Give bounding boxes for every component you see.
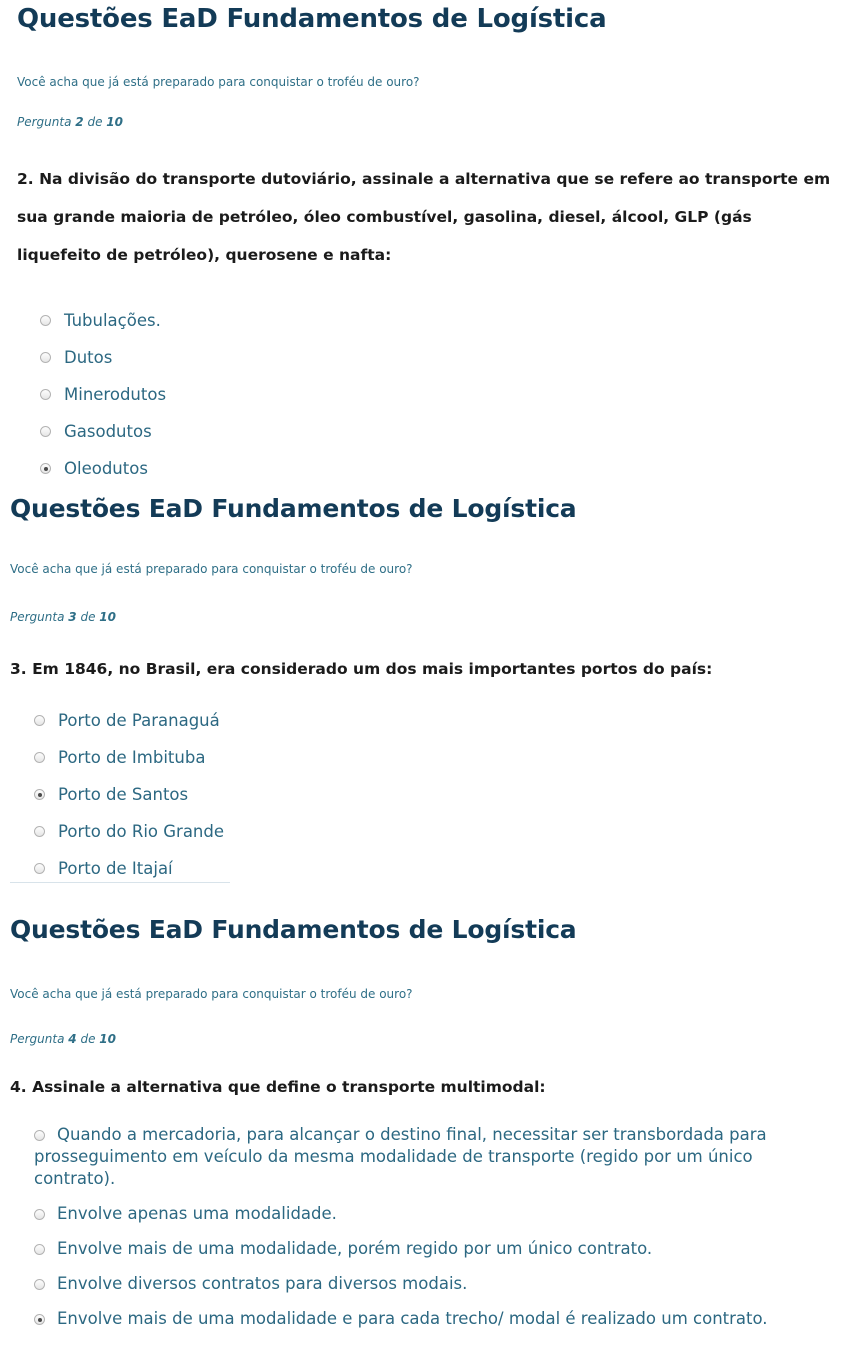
- answer-option[interactable]: [34, 776, 224, 813]
- radio-button[interactable]: [34, 1279, 45, 1290]
- answer-label[interactable]: Porto de Santos: [58, 785, 189, 804]
- counter-prefix: Pergunta: [10, 610, 65, 624]
- counter-mid: de: [80, 1032, 96, 1046]
- radio-button[interactable]: [34, 752, 45, 763]
- quiz-subtitle: Você acha que já está preparado para conquistar o troféu de ouro?: [10, 562, 413, 576]
- page-title: Questões EaD Fundamentos de Logística: [10, 494, 577, 523]
- answer-option[interactable]: [34, 1124, 834, 1190]
- counter-total: 10: [99, 1032, 116, 1046]
- answer-option[interactable]: [34, 813, 224, 850]
- page-title: Questões EaD Fundamentos de Logística: [17, 4, 607, 34]
- answer-option[interactable]: [34, 739, 224, 776]
- counter-current: 4: [68, 1032, 77, 1046]
- counter-current: 3: [68, 610, 77, 624]
- radio-button[interactable]: [34, 1244, 45, 1255]
- radio-button[interactable]: [34, 1209, 45, 1220]
- answer-options: [34, 702, 224, 887]
- question-counter: [10, 610, 116, 624]
- answer-label[interactable]: Porto do Rio Grande: [58, 822, 225, 841]
- radio-button[interactable]: [34, 863, 45, 874]
- answer-option[interactable]: [34, 1238, 834, 1260]
- answer-label[interactable]: Porto de Imbituba: [58, 748, 206, 767]
- radio-button[interactable]: [40, 352, 51, 363]
- answer-label[interactable]: Gasodutos: [64, 422, 152, 441]
- answer-label[interactable]: Tubulações.: [64, 311, 161, 330]
- question-text: 4. Assinale a alternativa que define o transporte multimodal:: [10, 1078, 546, 1096]
- radio-button[interactable]: [34, 1314, 45, 1325]
- counter-current: 2: [75, 115, 84, 129]
- radio-button[interactable]: [34, 826, 45, 837]
- answer-option[interactable]: [34, 702, 224, 739]
- quiz-subtitle: Você acha que já está preparado para conquistar o troféu de ouro?: [10, 987, 413, 1001]
- radio-button[interactable]: [34, 789, 45, 800]
- answer-option[interactable]: [40, 450, 166, 487]
- counter-prefix: Pergunta: [10, 1032, 65, 1046]
- answer-label[interactable]: Envolve mais de uma modalidade, porém regido por um único contrato.: [57, 1239, 653, 1258]
- question-text: 2. Na divisão do transporte dutoviário, assinale a alternativa que se refere ao transporte em sua grande maioria de petróleo, óleo combustível, gasolina, diesel, álcool, GLP (gás liquefeito de petróleo), querosene e nafta:: [17, 170, 831, 264]
- section-divider: [10, 882, 230, 883]
- answer-option[interactable]: [34, 1203, 834, 1225]
- radio-button[interactable]: [40, 315, 51, 326]
- answer-option[interactable]: [40, 302, 166, 339]
- answer-label[interactable]: Envolve apenas uma modalidade.: [57, 1204, 337, 1223]
- answer-option[interactable]: [34, 1273, 834, 1295]
- answer-label[interactable]: Oleodutos: [64, 459, 148, 478]
- radio-button[interactable]: [40, 463, 51, 474]
- answer-option[interactable]: [40, 339, 166, 376]
- answer-option[interactable]: [34, 1308, 834, 1330]
- answer-options: [34, 1124, 834, 1343]
- counter-total: 10: [106, 115, 123, 129]
- answer-label[interactable]: Envolve mais de uma modalidade e para cada trecho/ modal é realizado um contrato.: [57, 1309, 768, 1328]
- counter-total: 10: [99, 610, 116, 624]
- answer-option[interactable]: [40, 413, 166, 450]
- counter-mid: de: [87, 115, 103, 129]
- page-title: Questões EaD Fundamentos de Logística: [10, 915, 577, 944]
- answer-label[interactable]: Quando a mercadoria, para alcançar o destino final, necessitar ser transbordada para prosseguimento em veículo da mesma modalidade de transporte (regido por um único contrato).: [34, 1125, 767, 1188]
- radio-button[interactable]: [34, 715, 45, 726]
- answer-label[interactable]: Dutos: [64, 348, 113, 367]
- answer-option[interactable]: [40, 376, 166, 413]
- counter-mid: de: [80, 610, 96, 624]
- answer-options: [40, 302, 166, 487]
- answer-label[interactable]: Minerodutos: [64, 385, 167, 404]
- answer-label[interactable]: Porto de Itajaí: [58, 859, 173, 878]
- question-counter: [17, 115, 123, 129]
- question-counter: [10, 1032, 116, 1046]
- answer-label[interactable]: Porto de Paranaguá: [58, 711, 220, 730]
- radio-button[interactable]: [40, 426, 51, 437]
- question-text: 3. Em 1846, no Brasil, era considerado um dos mais importantes portos do país:: [10, 660, 713, 678]
- answer-label[interactable]: Envolve diversos contratos para diversos modais.: [57, 1274, 468, 1293]
- radio-button[interactable]: [40, 389, 51, 400]
- radio-button[interactable]: [34, 1130, 45, 1141]
- counter-prefix: Pergunta: [17, 115, 72, 129]
- quiz-subtitle: Você acha que já está preparado para conquistar o troféu de ouro?: [17, 75, 420, 89]
